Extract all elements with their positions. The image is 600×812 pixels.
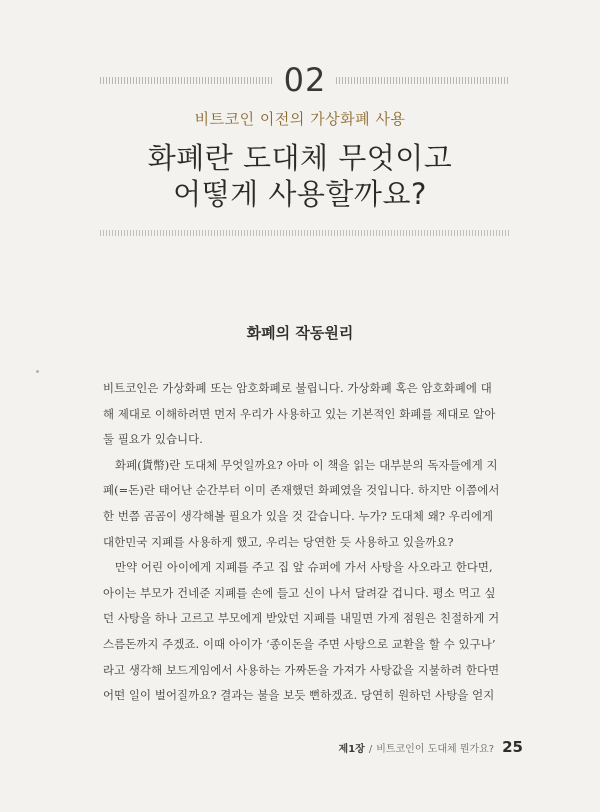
chapter-number: 02	[283, 61, 327, 99]
section-heading: 화폐의 작동원리	[246, 324, 354, 342]
body-line: 대한민국 지폐를 사용하게 했고, 우리는 당연한 듯 사용하고 있을까요?	[103, 534, 454, 549]
paper-speck	[36, 370, 39, 373]
footer-separator: /	[368, 744, 373, 755]
body-line: 둘 필요가 있습니다.	[103, 432, 203, 447]
dotted-rule-right	[336, 77, 510, 84]
footer-chapter-label: 제1장	[338, 744, 365, 755]
chapter-title	[0, 140, 600, 212]
body-line: 해 제대로 이해하려면 먼저 우리가 사용하고 있는 기본적인 화폐를 제대로 알아	[103, 406, 496, 421]
chapter-title-line: 화폐란 도대체 무엇이고	[147, 141, 453, 175]
chapter-title-line: 어떻게 사용할까요?	[173, 177, 427, 211]
page-number: 25	[502, 738, 523, 756]
footer-running-title: 비트코인이 도대체 뭔가요?	[376, 744, 495, 755]
page-footer	[339, 738, 523, 756]
body-line: 던 사탕을 하나 고르고 부모에게 받았던 지폐를 내밀면 가게 점원은 친절하게 거	[103, 611, 500, 626]
dotted-rule-left	[100, 77, 274, 84]
body-line: 스름돈까지 주겠죠. 이때 아이가 ‘종이돈을 주면 사탕으로 교환을 할 수 있구나’	[103, 636, 496, 651]
body-line: 만약 어린 아이에게 지폐를 주고 집 앞 슈퍼에 가서 사탕을 사오라고 한다면,	[115, 560, 493, 575]
body-line: 폐(=돈)란 태어난 순간부터 이미 존재했던 화폐였을 것입니다. 하지만 이쯤에서	[103, 483, 500, 498]
body-line: 한 번쯤 곰곰이 생각해볼 필요가 있을 것 같습니다. 누가? 도대체 왜? 우리에게	[103, 508, 494, 523]
body-line: 어떤 일이 벌어질까요? 결과는 불을 보듯 뻔하겠죠. 당연히 원하던 사탕을 얻지	[103, 688, 495, 703]
body-line: 화폐(貨幣)란 도대체 무엇일까요? 아마 이 책을 읽는 대부분의 독자들에게 지	[115, 457, 498, 472]
body-text	[103, 376, 523, 709]
body-line: 라고 생각해 보드게임에서 사용하는 가짜돈을 가져가 사탕값을 지불하려 한다면	[103, 662, 500, 677]
chapter-kicker: 비트코인 이전의 가상화폐 사용	[194, 110, 406, 128]
chapter-number-row	[100, 62, 510, 98]
dotted-rule-bottom	[100, 230, 510, 236]
body-line: 비트코인은 가상화폐 또는 암호화폐로 불립니다. 가상화폐 혹은 암호화폐에 대	[103, 381, 492, 395]
body-line: 아이는 부모가 건네준 지폐를 손에 들고 신이 나서 달려갈 겁니다. 평소 먹고 싶	[103, 585, 496, 600]
